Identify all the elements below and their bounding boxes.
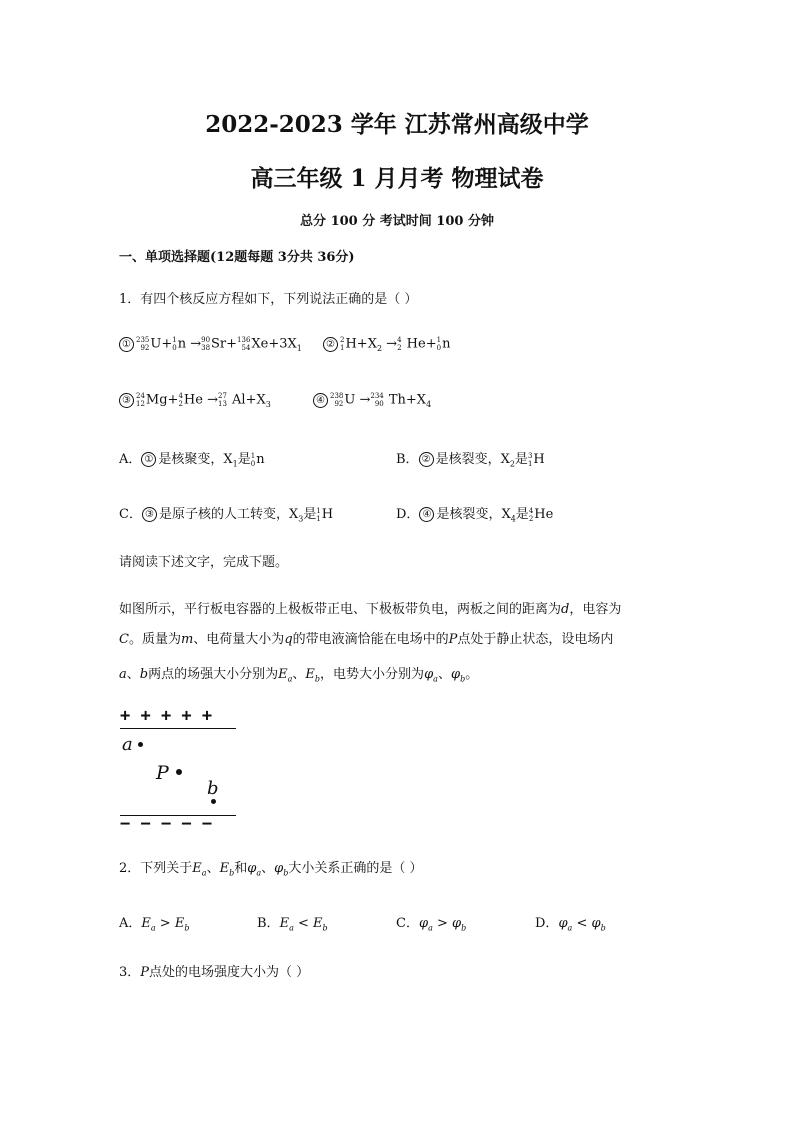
nuclide-symbol: Xe+3X [251,336,297,352]
q1-option-d[interactable] [396,503,553,523]
stem-text: 、 [206,861,220,876]
subscript: 1 [296,344,302,354]
arrow: → [382,336,398,352]
equation-2 [323,336,450,352]
passage-line-3 [119,663,478,682]
mass-number: 235 [136,336,150,344]
atomic-number: 2 [397,344,402,352]
passage-line-1 [119,598,621,617]
stem-text: 点处的电场强度大小为（ ） [149,965,310,980]
mass-number: 1 [172,336,177,344]
comparison: > [155,916,175,931]
subscript: a [289,923,294,933]
option-letter: A． [119,452,142,467]
subscript: 1 [232,459,238,469]
q1-option-c[interactable] [119,503,333,523]
circle-number-1: ① [141,452,156,467]
section-heading: 一、单项选择题(12题每题 3分共 36分) [119,250,355,265]
symbol-phi: φ [274,861,284,876]
subscript: a [433,674,438,684]
mass-number: 4 [178,392,183,400]
circle-number-3: ③ [119,393,134,408]
subscript: b [229,868,235,878]
positive-charges: + + + + + [120,706,213,726]
comparison: < [572,916,592,931]
nuclide-symbol: Mg+ [145,392,179,408]
subscript: a [567,923,573,933]
option-text: 是 [303,507,317,522]
symbol-a: a [119,667,127,682]
stem-text: 大小关系正确的是（ ） [288,861,423,876]
subscript: b [460,674,466,684]
capacitor-figure [118,706,248,832]
option-letter: B． [396,452,419,467]
q1-option-a[interactable] [119,448,265,468]
option-letter: A． [119,916,142,931]
symbol-e: E [278,667,288,682]
option-text: 是 [237,452,251,467]
nuclide-symbol: U → [344,392,371,408]
point-a-dot [138,742,143,747]
option-text: 是核裂变，X [435,452,510,467]
mass-number: 234 [370,392,384,400]
exam-title-line1: 2022-2023 学年 江苏常州高级中学 [205,111,589,138]
subscript: 2 [509,459,515,469]
option-text: 是核裂变，X [436,507,511,522]
subscript: b [322,923,328,933]
symbol-phi: φ [452,916,462,931]
exam-title-line2: 高三年级 1 月月考 物理试卷 [250,165,544,192]
negative-charges: − − − − − [120,814,213,834]
subscript: a [428,923,433,933]
mass-number: 238 [330,392,344,400]
nuclide-symbol: Th+X [384,392,427,408]
circle-number-4: ④ [313,393,328,408]
option-letter: D． [535,916,559,931]
q2-option-a[interactable] [119,912,189,931]
mass-number: 1 [316,506,321,515]
atomic-number: 1 [527,459,533,468]
passage-text: 如图所示，平行板电容器的上极板带正电、下极板带负电，两板之间的距离为 [119,602,562,617]
atomic-number: 12 [136,400,145,408]
mass-number: 90 [201,336,211,344]
symbol-phi: φ [247,861,257,876]
passage-text: 、 [126,667,140,682]
subscript: a [150,923,156,933]
symbol-e: E [305,667,315,682]
mass-number: 3 [527,451,533,460]
circle-number-2: ② [419,452,434,467]
nuclide-symbol: H [533,452,545,467]
atomic-number: 92 [140,344,150,352]
nuclide-symbol: U+ [150,336,173,352]
atomic-number: 90 [374,400,384,408]
point-b-label: b [207,778,219,799]
passage-text: 。 [465,667,479,682]
mass-number: 4 [528,506,534,515]
subscript: b [283,868,289,878]
nuclide-symbol: Al+X [227,392,266,408]
passage-text: 的带电液滴恰能在电场中的 [292,632,449,647]
upper-plate [120,728,236,729]
symbol-phi: φ [558,916,568,931]
mass-number: 1 [250,451,256,460]
equation-3 [119,392,271,408]
stem-text: 、 [261,861,275,876]
subscript: b [184,923,190,933]
atomic-number: 0 [436,344,442,352]
passage-text: 、电荷量大小为 [193,632,285,647]
q2-option-d[interactable] [535,912,606,931]
symbol-phi: φ [424,667,434,682]
symbol-d: d [561,602,570,617]
question-2-stem [119,857,423,876]
passage-text: 两点的场强大小分别为 [148,667,279,682]
nuclide-symbol: H+X [345,336,377,352]
equation-4 [313,392,431,408]
atomic-number: 0 [172,344,177,352]
symbol-m: m [180,632,194,647]
mass-number: 136 [237,336,251,344]
passage-text: ，电容为 [569,602,622,617]
exam-subtitle: 总分 100 分 考试时间 100 分钟 [300,214,494,229]
atomic-number: 54 [241,344,251,352]
symbol-e: E [174,916,185,931]
subscript: b [314,674,321,684]
atomic-number: 0 [250,459,256,468]
point-b-dot [211,799,216,804]
comparison: < [293,916,314,931]
q2-option-c[interactable] [396,912,466,931]
q2-option-b[interactable] [257,912,328,931]
option-letter: C． [119,507,142,522]
symbol-e: E [219,861,230,876]
atomic-number: 13 [217,400,227,408]
nuclide-symbol: He [534,507,554,522]
passage-text: 点处于静止状态，设电场内 [457,632,614,647]
option-text: 是原子核的人工转变，X [158,507,299,522]
symbol-phi: φ [591,916,601,931]
subscript: a [256,868,262,878]
stem-text: 3． [119,965,141,980]
nuclide-symbol: n [442,336,451,352]
mass-number: 1 [436,336,442,344]
symbol-phi: φ [418,916,429,931]
atomic-number: 2 [528,514,534,523]
option-letter: B． [257,916,280,931]
nuclide-symbol: H [321,507,334,522]
passage-intro: 请阅读下述文字，完成下题。 [119,555,289,570]
mass-number: 4 [397,336,402,344]
passage-text: 、 [292,667,306,682]
mass-number: 24 [136,392,145,400]
comparison: > [432,916,453,931]
point-p-label: P [156,762,169,784]
point-a-label: a [122,734,133,755]
q1-option-b[interactable] [396,448,545,468]
passage-text: 、 [437,667,451,682]
mass-number: 2 [340,336,345,344]
stem-text: 和 [234,861,248,876]
option-letter: D． [396,507,420,522]
symbol-p: P [448,632,458,647]
option-text: 是 [514,452,528,467]
option-letter: C． [396,916,419,931]
subscript: b [461,923,467,933]
symbol-e: E [313,916,323,931]
symbol-q: q [284,632,293,647]
passage-line-2 [119,628,613,647]
subscript: 4 [510,514,516,524]
atomic-number: 2 [178,400,183,408]
symbol-e: E [141,916,151,931]
circle-number-3: ③ [142,507,157,522]
atomic-number: 38 [201,344,211,352]
mass-number: 27 [217,392,227,400]
nuclide-symbol: He → [183,392,218,408]
symbol-e: E [279,916,290,931]
symbol-p: P [140,965,150,980]
circle-number-4: ④ [419,507,434,522]
stem-text: 2．下列关于 [119,861,193,876]
nuclide-symbol: Sr+ [211,336,238,352]
point-p-dot [176,769,182,775]
atomic-number: 1 [316,514,321,523]
subscript: b [600,923,606,933]
subscript: a [201,868,207,878]
equation-1 [119,336,302,352]
symbol-c: C [119,632,129,647]
subscript: a [287,674,293,684]
symbol-b: b [139,667,149,682]
option-text: 是核聚变，X [158,452,233,467]
nuclide-symbol: He+ [402,336,437,352]
passage-text: 。质量为 [128,632,181,647]
atomic-number: 1 [340,344,345,352]
symbol-e: E [192,861,202,876]
subscript: 3 [265,400,271,410]
subscript: 4 [426,400,432,410]
subscript: 2 [376,344,383,354]
nuclide-symbol: n → [177,336,202,352]
nuclide-symbol: n [256,452,265,467]
question-1-stem: 1．有四个核反应方程如下，下列说法正确的是（ ） [119,292,418,307]
passage-text: ，电势大小分别为 [320,667,425,682]
circle-number-2: ② [323,337,338,352]
atomic-number: 92 [334,400,344,408]
circle-number-1: ① [119,337,134,352]
option-text: 是 [515,507,529,522]
symbol-phi: φ [450,667,461,682]
question-3-stem [119,961,309,980]
subscript: 3 [298,514,304,524]
